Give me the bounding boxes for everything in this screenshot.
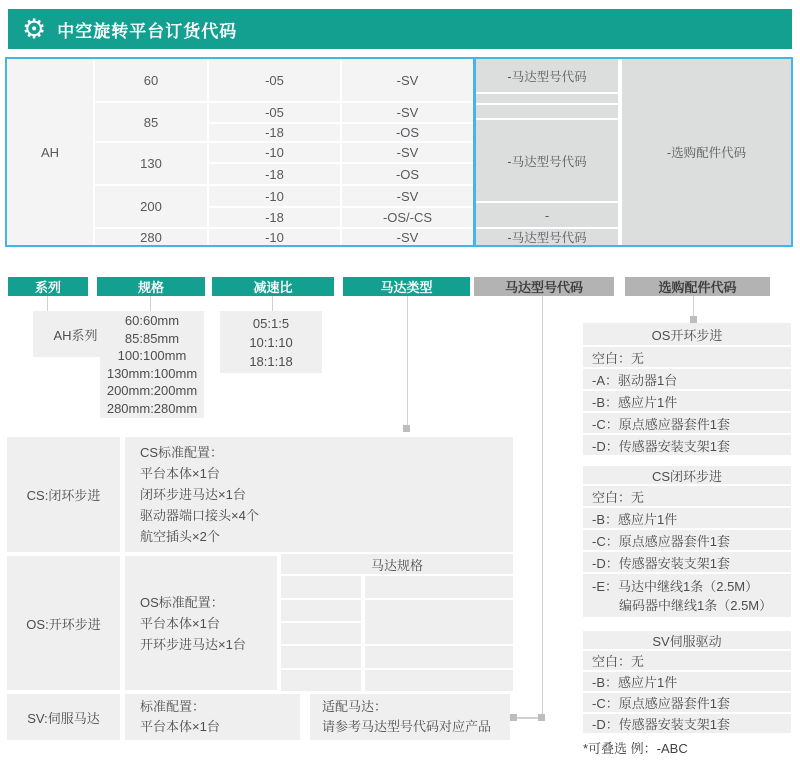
accessory-item: -D：传感器安装支架1套 xyxy=(583,552,791,572)
series-detail-box: AH系列 xyxy=(33,311,118,357)
accessory-item: 空白：无 xyxy=(583,486,791,506)
connector-node xyxy=(403,425,410,432)
motor-spec-cell xyxy=(281,646,361,668)
os-label-box: OS:开环步进 xyxy=(7,556,120,690)
chip-ratio: 减速比 xyxy=(212,277,334,296)
sv-config-box xyxy=(125,694,300,740)
sv-match-line: 适配马达： xyxy=(322,699,388,714)
motor-type-cell: -SV xyxy=(342,186,473,206)
cs-config-line: 驱动器端口接头×4个 xyxy=(140,508,259,523)
accessory-section-cs xyxy=(583,466,791,617)
accessory-item xyxy=(583,574,791,617)
ratio-cell: -10 xyxy=(209,186,340,206)
accessory-item: -C：原点感应器套件1套 xyxy=(583,413,791,433)
page-title: 中空旋转平台订货代码 xyxy=(57,21,238,41)
order-code-table xyxy=(5,57,793,247)
motor-type-cell: -OS xyxy=(342,124,473,141)
ratio-cell: -18 xyxy=(209,208,340,227)
ratio-option: 05:1:5 xyxy=(252,315,290,331)
chip-motor-code: 马达型号代码 xyxy=(474,277,614,296)
size-option: 85:85mm xyxy=(124,330,180,346)
accessory-section-title: CS闭环步进 xyxy=(583,466,791,484)
motor-spec-cell xyxy=(281,576,361,598)
motor-type-cell: -SV xyxy=(342,229,473,245)
ratio-cell: -18 xyxy=(209,124,340,141)
motor-spec-cell xyxy=(365,646,513,668)
ratio-cell: -10 xyxy=(209,229,340,245)
ratio-cell: -05 xyxy=(209,103,340,122)
connector-node xyxy=(510,714,517,721)
motor-type-cell: -SV xyxy=(342,143,473,162)
series-cell: AH xyxy=(7,59,93,245)
os-config-line: 平台本体×1台 xyxy=(140,615,220,631)
connector-motor-code xyxy=(542,296,543,719)
chip-accessory: 选购配件代码 xyxy=(625,277,770,296)
motor-spec-cell xyxy=(365,600,513,644)
accessory-item: -D：传感器安装支架1套 xyxy=(583,435,791,455)
cs-label-box: CS:闭环步进 xyxy=(7,437,120,552)
size-cell: 200 xyxy=(95,186,207,227)
ratio-option: 10:1:10 xyxy=(249,334,293,350)
cs-config-line: 闭环步进马达×1台 xyxy=(140,487,246,502)
sv-match-box xyxy=(310,694,510,740)
connector-node xyxy=(538,714,545,721)
chip-size: 规格 xyxy=(97,277,205,296)
size-cell: 280 xyxy=(95,229,207,245)
sv-config-line: 平台本体×1台 xyxy=(140,719,220,734)
os-config-line: 开环步进马达×1台 xyxy=(140,636,246,652)
motor-type-cell: -SV xyxy=(342,59,473,101)
motor-code-cell: -马达型号代码 xyxy=(476,229,618,245)
motor-spec-cell xyxy=(281,600,361,621)
table-col-series xyxy=(7,59,93,245)
ratio-cell: -05 xyxy=(209,59,340,101)
accessory-item: -C：原点感应器套件1套 xyxy=(583,693,791,712)
accessory-item: -B：感应片1件 xyxy=(583,508,791,528)
motor-type-cell: -OS/-CS xyxy=(342,208,473,227)
size-option: 280mm:280mm xyxy=(106,400,198,416)
motor-type-cell: -OS xyxy=(342,164,473,184)
accessory-section-os xyxy=(583,323,791,455)
motor-code-cell xyxy=(476,105,618,118)
title-bar xyxy=(8,9,792,49)
cs-config-line: 平台本体×1台 xyxy=(140,466,220,481)
accessory-item: -B：感应片1件 xyxy=(583,391,791,411)
motor-type-cell: -SV xyxy=(342,103,473,122)
motor-code-cell: -马达型号代码 xyxy=(476,120,618,201)
os-config-line: OS标准配置： xyxy=(140,594,224,610)
ratio-detail-box xyxy=(220,311,322,373)
size-cell: 130 xyxy=(95,143,207,184)
sv-match-line: 请参考马达型号代码对应产品 xyxy=(322,719,492,734)
accessory-item: 空白：无 xyxy=(583,347,791,367)
motor-spec-cell xyxy=(365,670,513,691)
accessory-section-title: OS开环步进 xyxy=(583,323,791,345)
stack-note: *可叠选 例：-ABC xyxy=(583,741,688,756)
size-detail-box xyxy=(100,311,204,418)
cs-config-line: 航空插头×2个 xyxy=(140,529,220,544)
motor-spec-cell xyxy=(365,576,513,598)
connector-node xyxy=(690,316,697,323)
accessory-item: -D：传感器安装支架1套 xyxy=(583,714,791,733)
cs-config-box xyxy=(125,437,513,552)
size-cell: 85 xyxy=(95,103,207,141)
size-option: 130mm:100mm xyxy=(106,365,198,381)
gear-icon: ⚙ xyxy=(22,13,47,44)
connector-motor-type xyxy=(407,296,408,430)
size-option: 100:100mm xyxy=(117,348,187,363)
size-option: 200mm:200mm xyxy=(106,383,198,398)
size-option: 60:60mm xyxy=(124,313,180,328)
accessory-section-sv xyxy=(583,631,791,733)
connector-size xyxy=(150,296,151,312)
cs-config-line: CS标准配置： xyxy=(140,445,224,460)
ratio-cell: -18 xyxy=(209,164,340,184)
connector-series xyxy=(47,296,48,312)
sv-config-line: 标准配置： xyxy=(140,699,206,714)
size-cell: 60 xyxy=(95,59,207,101)
motor-code-cell: -马达型号代码 xyxy=(476,59,618,92)
table-col-size xyxy=(95,59,207,245)
ratio-cell: -10 xyxy=(209,143,340,162)
sv-label-box: SV:伺服马达 xyxy=(7,694,120,740)
accessory-item: 空白：无 xyxy=(583,651,791,670)
accessory-item: -C：原点感应器套件1套 xyxy=(583,530,791,550)
table-col-accessory xyxy=(622,59,791,245)
motor-spec-cell xyxy=(281,623,361,644)
accessory-item-line: -E：马达中继线1条（2.5M） xyxy=(592,578,759,594)
motor-code-cell: - xyxy=(476,203,618,227)
os-config-box xyxy=(125,556,277,690)
table-col-motor-code xyxy=(476,59,618,245)
chip-motor-type: 马达类型 xyxy=(343,277,470,296)
accessory-cell: -选购配件代码 xyxy=(622,59,791,245)
table-col-ratio xyxy=(209,59,340,245)
accessory-section-title: SV伺服驱动 xyxy=(583,631,791,649)
chip-series: 系列 xyxy=(8,277,88,296)
accessory-item: -A：驱动器1台 xyxy=(583,369,791,389)
accessory-item: -B：感应片1件 xyxy=(583,672,791,691)
ratio-option: 18:1:18 xyxy=(249,353,293,369)
motor-code-cell xyxy=(476,94,618,103)
connector-ratio xyxy=(272,296,273,312)
accessory-item-line: 编码器中继线1条（2.5M） xyxy=(619,597,773,613)
motor-spec-cell xyxy=(281,670,361,691)
motor-spec-header: 马达规格 xyxy=(281,554,513,574)
table-col-motor-type xyxy=(342,59,473,245)
